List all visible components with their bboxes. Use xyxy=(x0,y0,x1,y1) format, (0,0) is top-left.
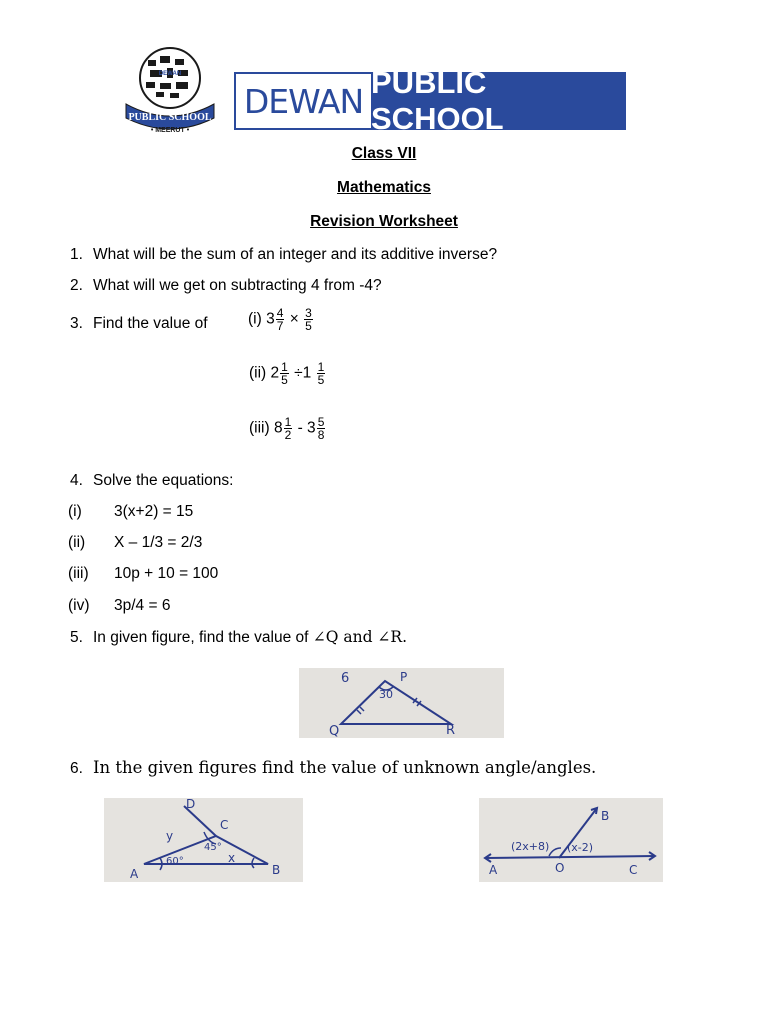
triangle-abc-figure xyxy=(104,798,303,882)
q3-part-i xyxy=(248,307,314,332)
angle-c-label: 45° xyxy=(204,842,222,853)
vertex-p-label: P xyxy=(400,670,408,684)
vertex-d-label: D xyxy=(186,798,196,811)
worksheet-title: Revision Worksheet xyxy=(310,213,458,230)
vertex-r-label: R xyxy=(446,723,456,738)
fraction: $\frac{3}{5}$ xyxy=(305,306,312,333)
fraction: $\frac{1}{5}$ xyxy=(317,360,325,387)
triangle-pqr-figure xyxy=(299,668,504,738)
fraction: $\frac{5}{8}$ xyxy=(317,415,325,442)
angle-x-label: x xyxy=(228,851,236,865)
question-4 xyxy=(70,472,233,490)
angle-p-label: 30 xyxy=(379,688,393,701)
banner-name-box xyxy=(236,74,371,128)
school-seal-logo xyxy=(120,40,220,133)
equation-label: (iii) xyxy=(68,565,89,582)
banner-name: DEWAN xyxy=(243,81,364,121)
angle-a-label: 60° xyxy=(166,856,184,867)
question-1 xyxy=(70,246,497,264)
question-number: 2. xyxy=(70,277,83,294)
equation-label: (iv) xyxy=(68,597,90,614)
fraction: $\frac{4}{7}$ xyxy=(276,306,284,333)
whole-number: 8 xyxy=(273,419,283,437)
point-c-label: C xyxy=(629,863,638,877)
question-number: 5. xyxy=(70,629,83,646)
question-number: 3. xyxy=(70,315,83,332)
question-text: What will be the sum of an integer and its additive inverse? xyxy=(93,246,498,263)
angle-y-label: y xyxy=(166,829,174,843)
banner-suffix-box xyxy=(371,65,624,136)
part-label: (ii) xyxy=(249,364,267,382)
equation-label: (ii) xyxy=(68,534,86,551)
part-label: (iii) xyxy=(249,419,270,437)
seal-top-text: DEWAN xyxy=(158,71,182,77)
question-text: What will we get on subtracting 4 from -4? xyxy=(93,277,382,294)
equation-text: 3(x+2) = 15 xyxy=(114,503,194,520)
class-title: Class VII xyxy=(351,145,417,162)
equation-ii xyxy=(68,534,202,552)
equation-iii xyxy=(68,565,218,583)
question-number: 1. xyxy=(70,246,83,263)
seal-city: • MEERUT • xyxy=(150,127,190,133)
school-header xyxy=(0,40,768,135)
q3-part-ii xyxy=(249,361,326,386)
vertex-q-label: Q xyxy=(329,724,340,738)
point-b-label: B xyxy=(601,809,610,823)
question-math: ∠Q and ∠R. xyxy=(312,628,408,646)
angle-right-label: (x-2) xyxy=(567,841,594,854)
operator: ÷1 xyxy=(294,364,312,382)
equation-iv xyxy=(68,597,170,615)
equation-text: 10p + 10 = 100 xyxy=(114,565,219,582)
equation-label: (i) xyxy=(68,503,82,520)
q3-part-iii xyxy=(249,416,326,441)
vertex-c-label: C xyxy=(220,818,229,832)
question-text: In the given figures find the value of unknown angle/angles. xyxy=(93,758,597,777)
question-5 xyxy=(70,628,407,647)
vertex-b-label: B xyxy=(272,863,281,877)
equation-text: X – 1/3 = 2/3 xyxy=(114,534,203,551)
corner-mark: 6 xyxy=(341,671,350,686)
operator: - 3 xyxy=(297,419,316,437)
part-label: (i) xyxy=(248,310,262,328)
question-text: Find the value of xyxy=(93,315,208,332)
question-number: 6. xyxy=(70,760,83,777)
point-o-label: O xyxy=(555,861,565,875)
equation-text: 3p/4 = 6 xyxy=(114,597,171,614)
banner-suffix: PUBLIC SCHOOL xyxy=(371,65,504,136)
school-banner xyxy=(234,65,626,136)
angle-left-label: (2x+8) xyxy=(511,840,550,853)
operator: × xyxy=(289,310,299,328)
fraction: $\frac{1}{2}$ xyxy=(284,415,292,442)
question-text: In given figure, find the value of xyxy=(93,629,309,646)
linear-pair-figure xyxy=(479,798,663,882)
seal-ribbon-text: PUBLIC SCHOOL xyxy=(128,112,212,123)
question-2 xyxy=(70,277,382,295)
subject-title: Mathematics xyxy=(337,179,431,196)
equation-i xyxy=(68,503,193,521)
vertex-a-label: A xyxy=(130,867,139,881)
fraction: $\frac{1}{5}$ xyxy=(281,360,288,387)
question-6 xyxy=(70,758,596,778)
question-text: Solve the equations: xyxy=(93,472,234,489)
whole-number: 2 xyxy=(270,364,280,382)
question-3 xyxy=(70,315,208,333)
point-a-label: A xyxy=(489,863,498,877)
whole-number: 3 xyxy=(266,310,275,328)
question-number: 4. xyxy=(70,472,83,489)
